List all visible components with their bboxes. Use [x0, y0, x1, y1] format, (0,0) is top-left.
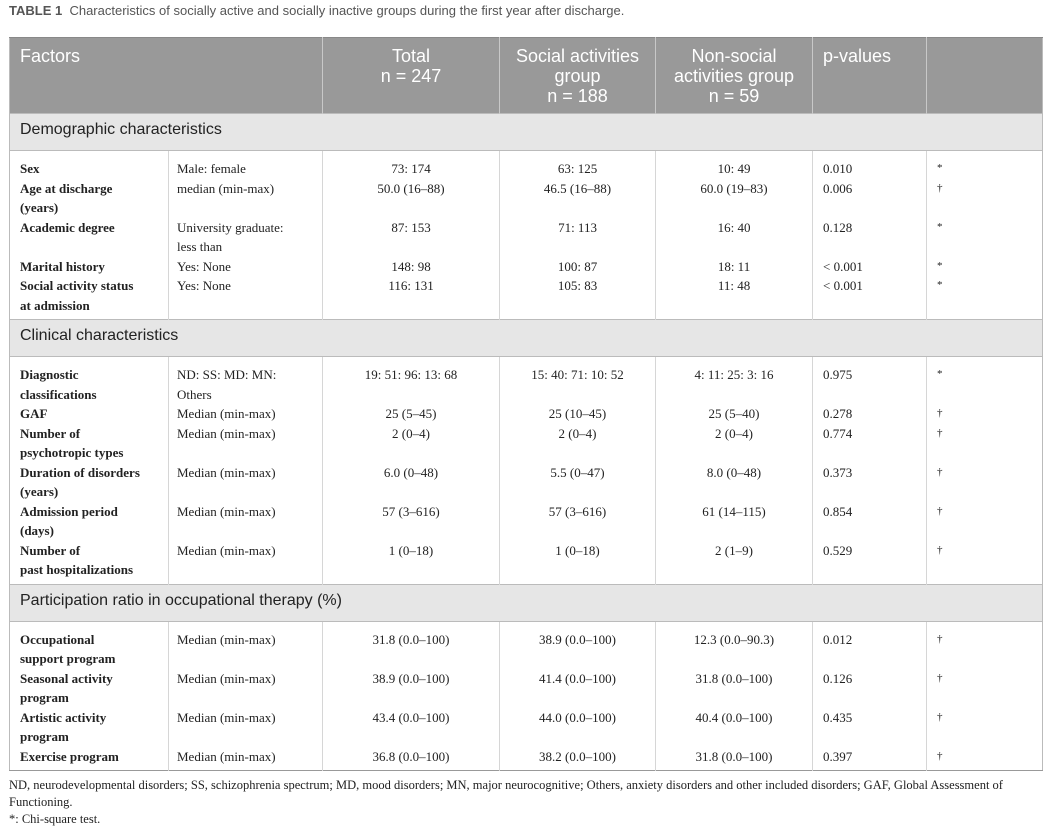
factor-text: (years)	[20, 200, 59, 215]
factor-text: Admission period	[20, 503, 118, 519]
nonsocial-cell: 61 (14–115)	[656, 502, 813, 541]
measure-cell	[169, 179, 323, 218]
factor-text: Diagnostic	[20, 367, 79, 382]
measure-text: Median (min-max)	[177, 425, 276, 441]
table-row	[10, 747, 1043, 771]
social-cell: 38.9 (0.0–100)	[500, 621, 656, 669]
measure-cell	[169, 151, 323, 179]
factor-text: past hospitalizations	[20, 562, 134, 577]
measure-cell	[169, 463, 323, 502]
factor-cell	[10, 747, 169, 771]
measure-cell	[169, 708, 323, 747]
factor-cell	[10, 404, 169, 424]
measure-text: Others	[177, 386, 212, 402]
factor-cell	[10, 708, 169, 747]
social-cell: 1 (0–18)	[500, 541, 656, 585]
social-cell: 100: 87	[500, 257, 656, 277]
header-total-line2: n = 247	[380, 66, 442, 86]
test-symbol-cell: †	[937, 632, 943, 645]
test-symbol-cell: †	[937, 543, 943, 556]
header-nonsocial-line3: n = 59	[708, 86, 760, 106]
header-nonsocial-line1: Non-social	[691, 46, 777, 66]
test-symbol-cell: †	[937, 749, 943, 762]
table-row	[10, 621, 1043, 669]
section-title: Demographic characteristics	[10, 114, 1043, 151]
total-cell: 19: 51: 96: 13: 68	[323, 357, 500, 405]
header-social-line3: n = 188	[547, 86, 608, 106]
nonsocial-cell: 8.0 (0–48)	[656, 463, 813, 502]
factor-text: Artistic activity	[20, 709, 107, 725]
header-row	[10, 38, 1043, 114]
nonsocial-cell: 4: 11: 25: 3: 16	[656, 357, 813, 405]
total-cell: 43.4 (0.0–100)	[323, 708, 500, 747]
factor-cell	[10, 669, 169, 708]
factor-text: program	[20, 729, 69, 744]
header-pvalues: p-values	[813, 38, 927, 114]
footnote-chi-square: *: Chi-square test.	[9, 812, 101, 826]
p-value-cell: 0.012	[813, 621, 927, 669]
table-row	[10, 502, 1043, 541]
social-cell: 25 (10–45)	[500, 404, 656, 424]
factor-cell	[10, 463, 169, 502]
factor-cell	[10, 502, 169, 541]
nonsocial-cell: 31.8 (0.0–100)	[656, 747, 813, 771]
factor-text: program	[20, 690, 69, 705]
measure-text: Median (min-max)	[177, 709, 276, 725]
test-symbol-cell: *	[937, 259, 943, 272]
nonsocial-cell: 18: 11	[656, 257, 813, 277]
measure-text: Yes: None	[177, 278, 231, 293]
p-value-cell: 0.128	[813, 218, 927, 257]
measure-cell	[169, 357, 323, 405]
factor-cell	[10, 151, 169, 179]
factor-cell	[10, 621, 169, 669]
test-symbol-cell: †	[937, 710, 943, 723]
social-cell: 63: 125	[500, 151, 656, 179]
total-cell: 57 (3–616)	[323, 502, 500, 541]
header-blank	[927, 38, 1043, 114]
factor-text: Exercise program	[20, 748, 119, 764]
total-cell: 73: 174	[323, 151, 500, 179]
footnotes	[9, 777, 1045, 828]
section-header-row	[10, 114, 1043, 151]
header-social	[500, 38, 656, 114]
table-row	[10, 708, 1043, 747]
nonsocial-cell: 31.8 (0.0–100)	[656, 669, 813, 708]
measure-cell	[169, 621, 323, 669]
factor-text: at admission	[20, 297, 90, 313]
header-nonsocial-line2: activities group	[673, 66, 795, 86]
measure-cell	[169, 747, 323, 771]
social-cell: 15: 40: 71: 10: 52	[500, 357, 656, 405]
total-cell: 6.0 (0–48)	[323, 463, 500, 502]
nonsocial-cell: 11: 48	[656, 276, 813, 320]
nonsocial-cell: 12.3 (0.0–90.3)	[656, 621, 813, 669]
measure-text: Median (min-max)	[177, 542, 276, 558]
measure-text: Median (min-max)	[177, 503, 276, 519]
test-symbol-cell: *	[937, 162, 943, 174]
measure-text: less than	[177, 239, 223, 254]
measure-text: Median (min-max)	[177, 748, 276, 764]
test-symbol-cell: †	[937, 426, 943, 439]
p-value-cell: 0.010	[813, 151, 927, 179]
factor-text: classifications	[20, 386, 97, 402]
social-cell: 2 (0–4)	[500, 424, 656, 463]
social-cell: 57 (3–616)	[500, 502, 656, 541]
measure-text: ND: SS: MD: MN:	[177, 367, 277, 382]
factor-text: psychotropic types	[20, 445, 124, 460]
factor-cell	[10, 424, 169, 463]
table-title: Characteristics of socially active and socially inactive groups during the first year after discharge.	[69, 3, 625, 18]
factor-text: Academic degree	[20, 219, 115, 235]
total-cell: 38.9 (0.0–100)	[323, 669, 500, 708]
header-social-line1: Social activities	[515, 46, 640, 66]
factor-text: GAF	[20, 406, 48, 421]
table-row	[10, 151, 1043, 179]
factor-text: support program	[20, 651, 116, 666]
measure-cell	[169, 669, 323, 708]
nonsocial-cell: 25 (5–40)	[656, 404, 813, 424]
p-value-cell: 0.774	[813, 424, 927, 463]
factor-text: (years)	[20, 484, 59, 499]
nonsocial-cell: 60.0 (19–83)	[656, 179, 813, 218]
factor-text: Number of	[20, 425, 81, 441]
footnote-abbreviations: ND, neurodevelopmental disorders; SS, schizophrenia spectrum; MD, mood disorders; MN, major neurocognitive; Others, anxiety disorders and other included disorders; GAF, Global Assessment of Functioning.	[9, 778, 1003, 809]
factor-cell	[10, 179, 169, 218]
p-value-cell: 0.373	[813, 463, 927, 502]
test-symbol-cell: *	[937, 220, 943, 233]
nonsocial-cell: 16: 40	[656, 218, 813, 257]
test-symbol-cell: *	[937, 279, 943, 291]
p-value-cell: 0.006	[813, 179, 927, 218]
measure-text: Median (min-max)	[177, 670, 276, 686]
total-cell: 25 (5–45)	[323, 404, 500, 424]
total-cell: 87: 153	[323, 218, 500, 257]
total-cell: 50.0 (16–88)	[323, 179, 500, 218]
factor-cell	[10, 357, 169, 405]
measure-text: Male: female	[177, 161, 246, 176]
table-row	[10, 669, 1043, 708]
characteristics-table	[9, 37, 1043, 771]
measure-cell	[169, 276, 323, 320]
measure-cell	[169, 257, 323, 277]
measure-text: University graduate:	[177, 219, 284, 235]
measure-cell	[169, 541, 323, 585]
social-cell: 5.5 (0–47)	[500, 463, 656, 502]
p-value-cell: < 0.001	[813, 276, 927, 320]
table-row	[10, 257, 1043, 277]
measure-cell	[169, 218, 323, 257]
section-title: Clinical characteristics	[10, 320, 1043, 357]
section-header-row	[10, 320, 1043, 357]
total-cell: 31.8 (0.0–100)	[323, 621, 500, 669]
table-caption	[9, 3, 624, 18]
table-row	[10, 541, 1043, 585]
factor-text: (days)	[20, 523, 54, 538]
p-value-cell: 0.854	[813, 502, 927, 541]
test-symbol-cell: †	[937, 671, 943, 684]
factor-cell	[10, 257, 169, 277]
table-row	[10, 424, 1043, 463]
social-cell: 105: 83	[500, 276, 656, 320]
factor-text: Duration of disorders	[20, 464, 140, 480]
header-total-line1: Total	[392, 46, 431, 66]
test-symbol-cell: †	[937, 407, 943, 419]
section-header-row	[10, 584, 1043, 621]
table-row	[10, 276, 1043, 320]
test-symbol-cell: *	[937, 368, 943, 380]
social-cell: 46.5 (16–88)	[500, 179, 656, 218]
measure-cell	[169, 404, 323, 424]
test-symbol-cell: †	[937, 465, 943, 478]
factor-text: Marital history	[20, 258, 105, 274]
measure-text: median (min-max)	[177, 180, 275, 196]
p-value-cell: 0.126	[813, 669, 927, 708]
header-factors: Factors	[10, 38, 323, 114]
factor-cell	[10, 541, 169, 585]
total-cell: 148: 98	[323, 257, 500, 277]
nonsocial-cell: 10: 49	[656, 151, 813, 179]
test-symbol-cell: †	[937, 181, 943, 194]
measure-text: Median (min-max)	[177, 464, 276, 480]
measure-cell	[169, 424, 323, 463]
factor-text: Social activity status	[20, 278, 134, 293]
table-row	[10, 404, 1043, 424]
measure-text: Yes: None	[177, 258, 231, 274]
factor-cell	[10, 218, 169, 257]
factor-cell	[10, 276, 169, 320]
table-row	[10, 357, 1043, 405]
test-symbol-cell: †	[937, 504, 943, 517]
header-nonsocial	[656, 38, 813, 114]
factor-text: Number of	[20, 542, 81, 558]
table-row	[10, 179, 1043, 218]
measure-cell	[169, 502, 323, 541]
header-social-line2: group	[554, 66, 601, 86]
table-row	[10, 218, 1043, 257]
table-row	[10, 463, 1043, 502]
factor-text: Seasonal activity	[20, 670, 113, 686]
factor-text: Sex	[20, 161, 40, 176]
p-value-cell: 0.975	[813, 357, 927, 405]
total-cell: 1 (0–18)	[323, 541, 500, 585]
measure-text: Median (min-max)	[177, 631, 276, 647]
total-cell: 36.8 (0.0–100)	[323, 747, 500, 771]
measure-text: Median (min-max)	[177, 406, 276, 421]
p-value-cell: 0.278	[813, 404, 927, 424]
p-value-cell: 0.529	[813, 541, 927, 585]
total-cell: 116: 131	[323, 276, 500, 320]
nonsocial-cell: 2 (0–4)	[656, 424, 813, 463]
social-cell: 44.0 (0.0–100)	[500, 708, 656, 747]
p-value-cell: 0.397	[813, 747, 927, 771]
p-value-cell: < 0.001	[813, 257, 927, 277]
table-label: TABLE 1	[9, 3, 63, 18]
nonsocial-cell: 2 (1–9)	[656, 541, 813, 585]
section-title: Participation ratio in occupational therapy (%)	[10, 584, 1043, 621]
social-cell: 71: 113	[500, 218, 656, 257]
factor-text: Age at discharge	[20, 180, 113, 196]
p-value-cell: 0.435	[813, 708, 927, 747]
social-cell: 41.4 (0.0–100)	[500, 669, 656, 708]
header-total	[323, 38, 500, 114]
total-cell: 2 (0–4)	[323, 424, 500, 463]
nonsocial-cell: 40.4 (0.0–100)	[656, 708, 813, 747]
social-cell: 38.2 (0.0–100)	[500, 747, 656, 771]
factor-text: Occupational	[20, 631, 95, 647]
